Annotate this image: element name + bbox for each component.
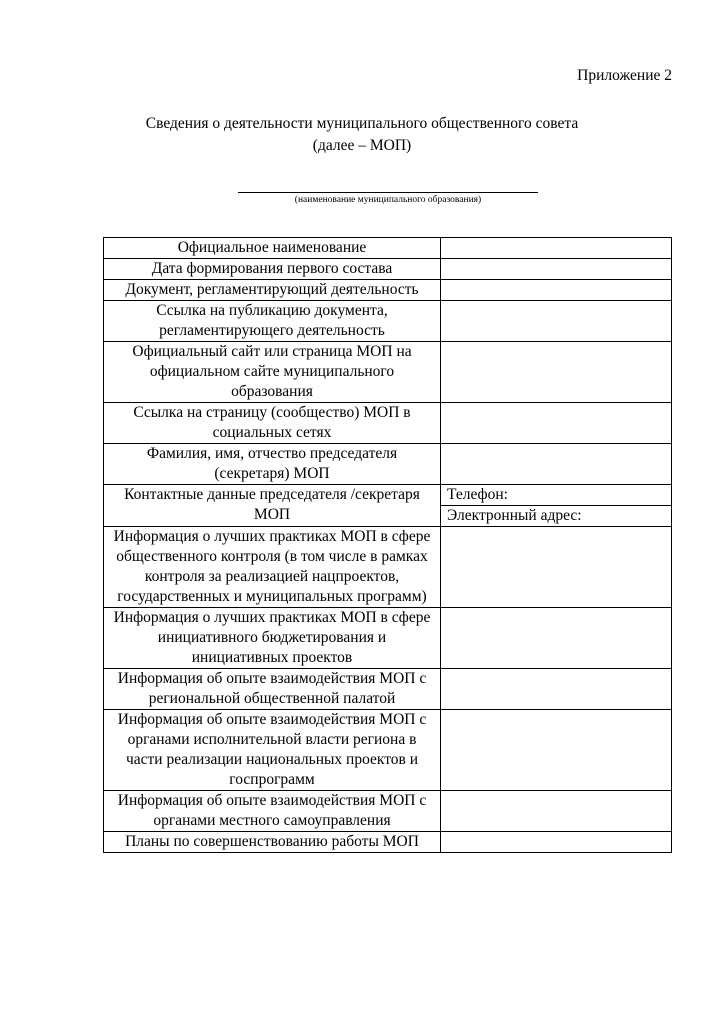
row-label: Официальный сайт или страница МОП на официальном сайте муниципального образования xyxy=(104,342,441,403)
table-row xyxy=(104,403,672,444)
row-value-cell xyxy=(441,238,672,259)
info-table xyxy=(103,237,672,853)
row-value-cell xyxy=(441,342,672,403)
email-cell: Электронный адрес: xyxy=(441,506,672,527)
table-row xyxy=(104,342,672,403)
row-value-cell xyxy=(441,832,672,853)
row-value-cell xyxy=(441,608,672,669)
title-line-1: Сведения о деятельности муниципального общественного совета xyxy=(145,115,579,132)
row-value-cell xyxy=(441,444,672,485)
row-value-cell xyxy=(441,280,672,301)
row-label: Контактные данные председателя /секретаря МОП xyxy=(104,485,441,527)
row-value-cell xyxy=(441,301,672,342)
row-value-cell xyxy=(441,527,672,608)
table-row xyxy=(104,280,672,301)
document-title xyxy=(0,113,724,157)
row-label: Планы по совершенствованию работы МОП xyxy=(104,832,441,853)
row-label: Ссылка на страницу (сообщество) МОП в социальных сетях xyxy=(104,403,441,444)
row-value-cell xyxy=(441,403,672,444)
table-row xyxy=(104,791,672,832)
table-row xyxy=(104,485,672,506)
table-row xyxy=(104,444,672,485)
appendix-label: Приложение 2 xyxy=(577,67,672,84)
row-label: Информация об опыте взаимодействия МОП с органами местного самоуправления xyxy=(104,791,441,832)
row-label: Дата формирования первого состава xyxy=(104,259,441,280)
municipality-name-line xyxy=(238,192,538,193)
phone-cell: Телефон: xyxy=(441,485,672,506)
table-row xyxy=(104,710,672,791)
row-value-cell xyxy=(441,791,672,832)
row-label: Информация об опыте взаимодействия МОП с региональной общественной палатой xyxy=(104,669,441,710)
title-line-2: (далее – МОП) xyxy=(312,137,412,154)
table-row xyxy=(104,301,672,342)
row-value-cell xyxy=(441,259,672,280)
row-label: Информация о лучших практиках МОП в сфере инициативного бюджетирования и инициативных проектов xyxy=(104,608,441,669)
row-label: Информация о лучших практиках МОП в сфере общественного контроля (в том числе в рамках контроля за реализацией нацпроектов, государственных и муниципальных программ) xyxy=(104,527,441,608)
row-label: Информация об опыте взаимодействия МОП с органами исполнительной власти региона в части реализации национальных проектов и госпрограмм xyxy=(104,710,441,791)
table-row xyxy=(104,832,672,853)
table-row xyxy=(104,238,672,259)
table-row xyxy=(104,669,672,710)
row-value-cell xyxy=(441,669,672,710)
table-row xyxy=(104,527,672,608)
table-row xyxy=(104,608,672,669)
row-label: Официальное наименование xyxy=(104,238,441,259)
row-label: Фамилия, имя, отчество председателя (секретаря) МОП xyxy=(104,444,441,485)
table-row xyxy=(104,259,672,280)
row-value-cell xyxy=(441,710,672,791)
row-label: Ссылка на публикацию документа, регламентирующего деятельность xyxy=(104,301,441,342)
row-label: Документ, регламентирующий деятельность xyxy=(104,280,441,301)
municipality-name-caption: (наименование муниципального образования) xyxy=(294,195,482,205)
